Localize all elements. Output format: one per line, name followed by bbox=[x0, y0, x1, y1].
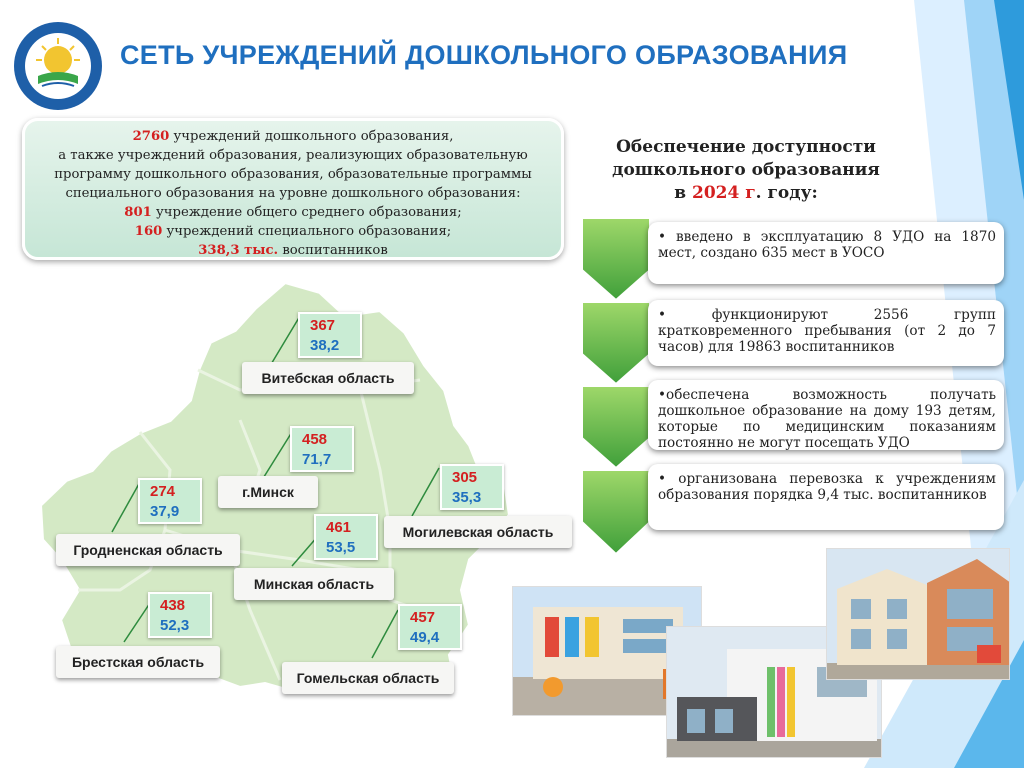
chevron-down-icon bbox=[582, 302, 650, 384]
region-pupils: 52,3 bbox=[160, 617, 190, 634]
region-label-grodno: Гродненская область bbox=[56, 534, 240, 566]
region-label-minsk-oblast: Минская область bbox=[234, 568, 394, 600]
year-highlight: 2024 г bbox=[691, 183, 756, 203]
summary-text: учреждений дошкольного образования, bbox=[169, 129, 454, 144]
chevron-down-icon bbox=[582, 386, 650, 468]
summary-text: учреждений специального образования; bbox=[162, 224, 452, 239]
region-count: 367 bbox=[310, 317, 336, 334]
region-values-brest bbox=[148, 592, 212, 638]
chevron-down-icon bbox=[582, 470, 650, 554]
summary-text: а также учреждений образования, реализующих образовательную bbox=[58, 148, 528, 163]
region-label-gomel: Гомельская область bbox=[282, 662, 454, 694]
access-item: •обеспечена возможность получать дошкольное образование на дому 193 детям, которые по медицинским показаниям постоянно не могут посещать УДО bbox=[648, 380, 1004, 450]
region-label-brest: Брестская область bbox=[56, 646, 220, 678]
chevron-arrows bbox=[578, 216, 654, 568]
access-heading-line: дошкольного образования bbox=[612, 160, 880, 180]
region-pupils: 37,9 bbox=[150, 503, 180, 520]
pupils-count: 338,3 тыс. bbox=[198, 243, 279, 258]
access-heading-line: . году: bbox=[755, 183, 818, 203]
special-education-count: 160 bbox=[134, 224, 163, 239]
region-label-mogilev: Могилевская область bbox=[384, 516, 572, 548]
region-pupils: 35,3 bbox=[452, 489, 482, 506]
region-values-grodno bbox=[138, 478, 202, 524]
region-values-minsk-oblast bbox=[314, 514, 378, 560]
access-heading-line: в bbox=[674, 183, 692, 203]
summary-text: специального образования на уровне дошкольного образования: bbox=[65, 186, 521, 201]
region-values-mogilev bbox=[440, 464, 504, 510]
access-heading bbox=[588, 136, 904, 205]
summary-text: воспитанников bbox=[278, 243, 388, 258]
region-pupils: 49,4 bbox=[410, 629, 440, 646]
summary-box bbox=[22, 118, 564, 260]
access-heading-line: Обеспечение доступности bbox=[616, 137, 876, 157]
ministry-emblem-icon bbox=[12, 20, 104, 112]
summary-text: программу дошкольного образования, образовательные программы bbox=[54, 167, 532, 182]
region-values-gomel bbox=[398, 604, 462, 650]
region-pupils: 71,7 bbox=[302, 451, 332, 468]
region-count: 274 bbox=[150, 483, 176, 500]
region-label-minsk-city: г.Минск bbox=[218, 476, 318, 508]
region-values-vitebsk bbox=[298, 312, 362, 358]
region-count: 461 bbox=[326, 519, 352, 536]
access-item: • введено в эксплуатацию 8 УДО на 1870 мест, создано 635 мест в УОСО bbox=[648, 222, 1004, 284]
institutions-count: 2760 bbox=[132, 129, 170, 144]
access-item: • организована перевозка к учреждениям образования порядка 9,4 тыс. воспитанников bbox=[648, 464, 1004, 530]
region-values-minsk-city bbox=[290, 426, 354, 472]
summary-text: учреждение общего среднего образования; bbox=[151, 205, 462, 220]
region-count: 438 bbox=[160, 597, 186, 614]
access-item: • функционируют 2556 групп кратковременного пребывания (от 2 до 7 часов) для 19863 воспитанников bbox=[648, 300, 1004, 366]
region-label-vitebsk: Витебская область bbox=[242, 362, 414, 394]
kindergarten-photo-3 bbox=[826, 548, 1010, 680]
region-count: 457 bbox=[410, 609, 436, 626]
region-count: 458 bbox=[302, 431, 328, 448]
page-title: СЕТЬ УЧРЕЖДЕНИЙ ДОШКОЛЬНОГО ОБРАЗОВАНИЯ bbox=[120, 40, 848, 70]
chevron-down-icon bbox=[582, 218, 650, 300]
region-pupils: 53,5 bbox=[326, 539, 356, 556]
region-pupils: 38,2 bbox=[310, 337, 340, 354]
general-secondary-count: 801 bbox=[124, 205, 152, 220]
region-count: 305 bbox=[452, 469, 478, 486]
